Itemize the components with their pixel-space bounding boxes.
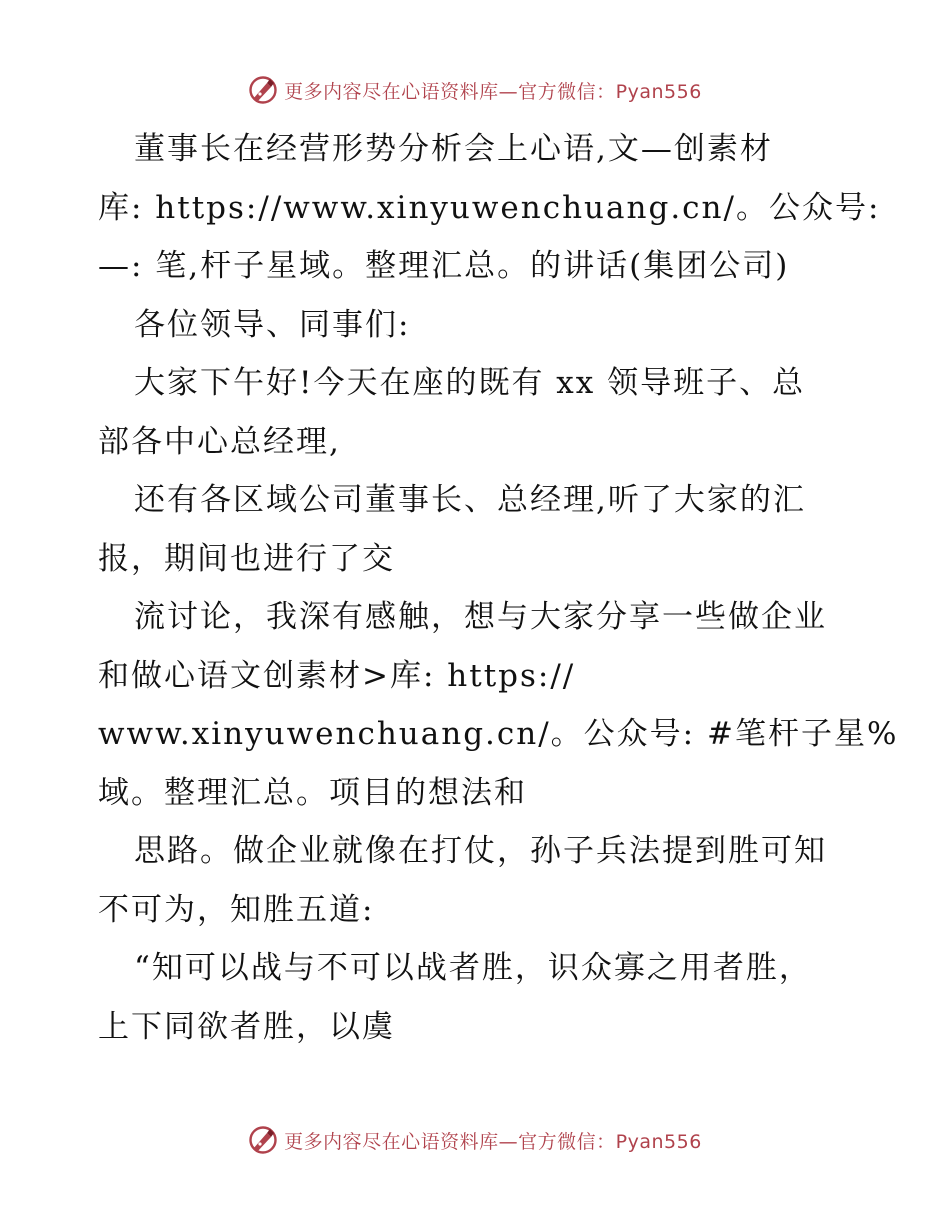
text-line-6: 部各中心总经理, xyxy=(98,423,341,460)
pen-logo-icon xyxy=(248,75,278,105)
text-line-1: 董事长在经营形势分析会上心语,文—创素材 xyxy=(134,131,773,167)
footer-watermark-banner xyxy=(0,1120,950,1160)
header-watermark-banner xyxy=(0,70,950,110)
pen-logo-icon xyxy=(248,1125,278,1155)
text-line-13: 思路。做企业就像在打仗，孙子兵法提到胜可知 xyxy=(134,833,827,869)
document-body xyxy=(98,120,899,1056)
banner-main-text: 更多内容尽在心语资料库 xyxy=(284,1130,499,1153)
text-line-5: 大家下午好!今天在座的既有 xx 领导班子、总 xyxy=(134,365,806,401)
text-line-14: 不可为，知胜五道: xyxy=(98,891,375,928)
banner-main-text: 更多内容尽在心语资料库 xyxy=(284,80,499,103)
text-line-4: 各位领导、同事们: xyxy=(134,306,411,343)
banner-dash: — xyxy=(498,1130,519,1153)
text-line-3: —: 笔,杆子星域。整理汇总。的讲话(集团公司) xyxy=(98,248,790,284)
text-line-11: www.xinyuwenchuang.cn/。公众号: #笔杆子星% xyxy=(98,716,899,752)
text-line-12: 域。整理汇总。项目的想法和 xyxy=(98,774,527,811)
banner-wechat-text: 官方微信：Pyan556 xyxy=(518,1130,702,1153)
banner-wechat-text: 官方微信：Pyan556 xyxy=(518,80,702,103)
text-line-7: 还有各区域公司董事长、总经理,听了大家的汇 xyxy=(134,482,806,518)
text-line-9: 流讨论，我深有感触，想与大家分享一些做企业 xyxy=(134,599,827,635)
banner-dash: — xyxy=(498,80,519,103)
text-line-8: 报，期间也进行了交 xyxy=(98,540,395,577)
text-line-16: 上下同欲者胜，以虞 xyxy=(98,1008,395,1045)
text-line-15: “知可以战与不可以战者胜，识众寡之用者胜， xyxy=(134,950,812,986)
text-line-10: 和做心语文创素材>库: https:// xyxy=(98,657,576,694)
text-line-2: 库: https://www.xinyuwenchuang.cn/。公众号: xyxy=(98,189,881,226)
